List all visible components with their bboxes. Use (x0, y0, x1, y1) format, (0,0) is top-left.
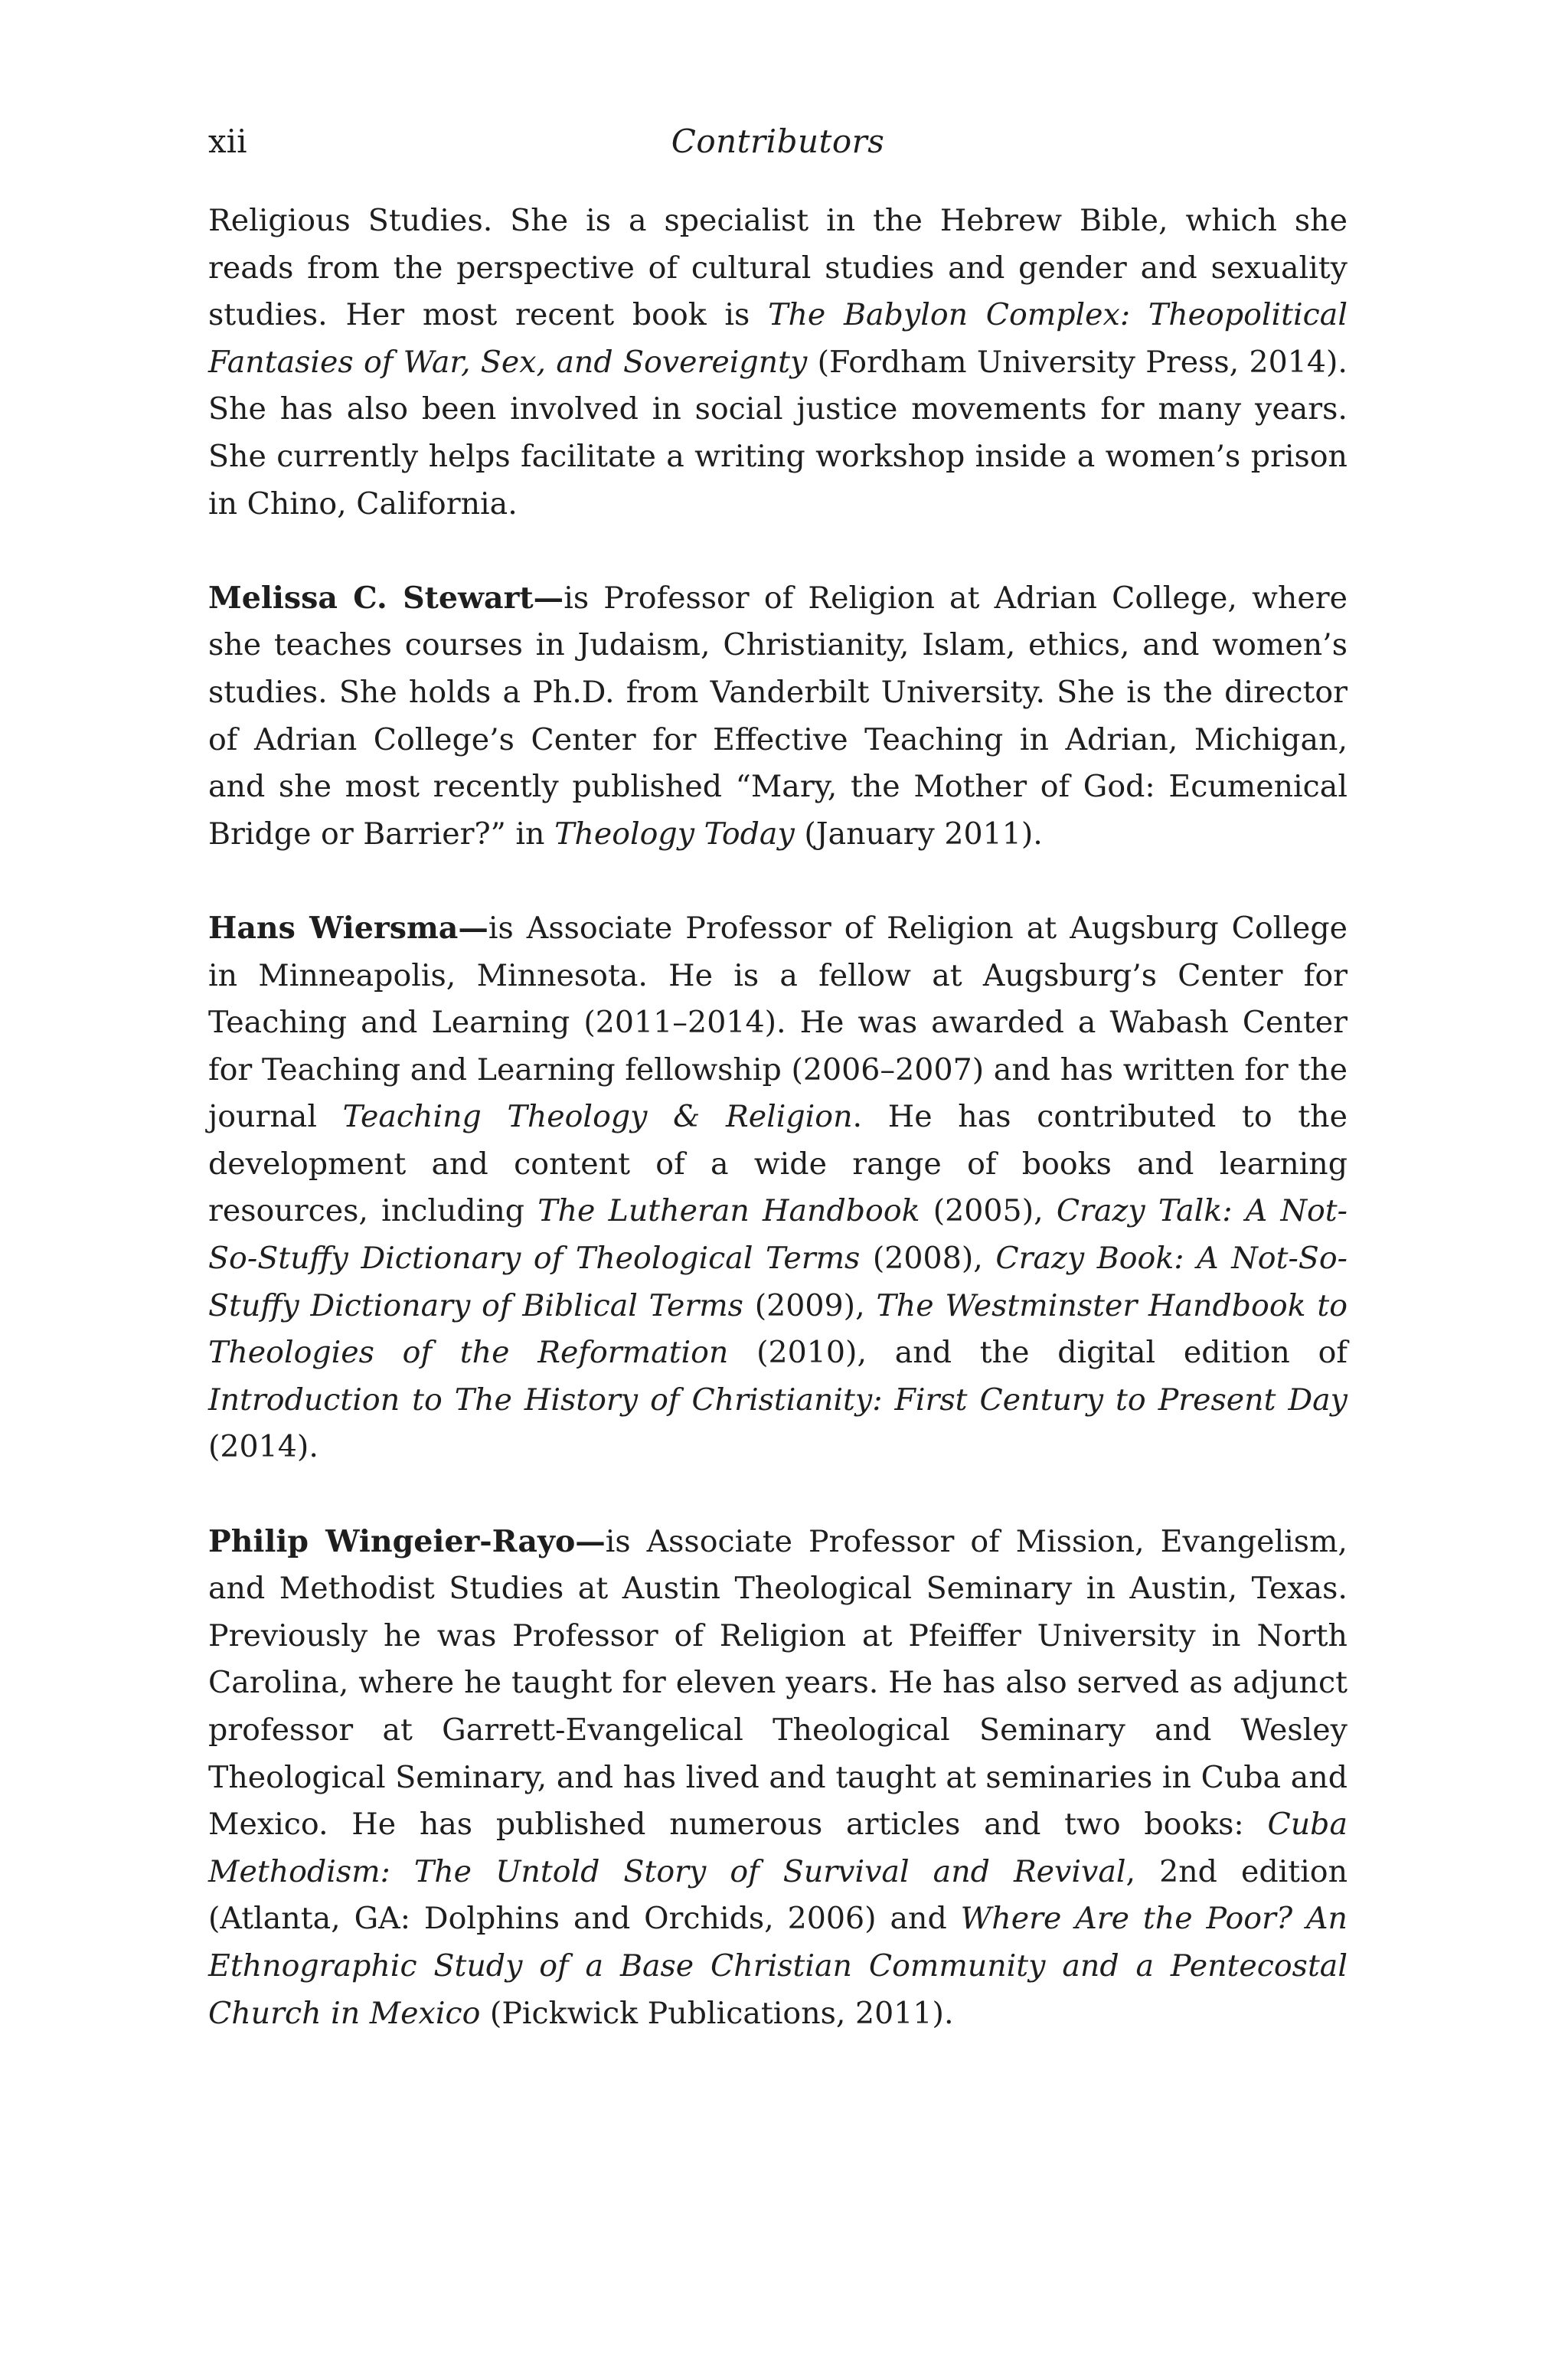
italic-title-text: The Westminster Handbook to Theologies of the Reformation (208, 1287, 1348, 1371)
book-page (208, 0, 1348, 2368)
page-number: xii (208, 123, 247, 160)
contributors-list (208, 198, 1348, 2085)
bio-text: is Associate Professor of Religion at Augsburg College in Minneapolis, Minnesota. He is a fellow at Augsburg’s Center for Teaching and Learning (2011–2014). He was awarded a Wabash Center for Teaching and Learning fellowship (2006–2007) and has written for the journal (208, 910, 1348, 1135)
contributor-bio (208, 1524, 1348, 2031)
bio-text: (Pickwick Publications, 2011). (480, 1995, 954, 2031)
bio-text: is Professor of Religion at Adrian College, where she teaches courses in Judaism, Christianity, Islam, ethics, and women’s studies. She holds a Ph.D. from Vanderbilt University. She is the director of Adrian College’s Center for Effective Teaching in Adrian, Michigan, and she most recently published “Mary, the Mother of God: Ecumenical Bridge or Barrier?” in (208, 580, 1348, 852)
bio-text: is Associate Professor of Mission, Evangelism, and Methodist Studies at Austin Theological Seminary in Austin, Texas. Previously he was Professor of Religion at Pfeiffer University in North Carolina, where he taught for eleven years. He has also served as adjunct professor at Garrett-Evangelical Theological Seminary and Wesley Theological Seminary, and has lived and taught at seminaries in Cuba and Mexico. He has published numerous articles and two books: (208, 1523, 1348, 1843)
contributor-entry-continued (208, 198, 1348, 528)
italic-title-text: Introduction to The History of Christianity: First Century to Present Day (208, 1382, 1348, 1418)
italic-title-text: Cuba Methodism: The Untold Story of Survival and Revival (208, 1807, 1348, 1889)
italic-title-text: The Lutheran Handbook (537, 1193, 920, 1229)
contributor-bio (208, 581, 1348, 852)
italic-title-text: The Babylon Complex: Theopolitical Fantasies of War, Sex, and Sovereignty (208, 297, 1348, 380)
italic-title-text: Where Are the Poor? An Ethnographic Study of a Base Christian Community and a Pentecostal Church in Mexico (208, 1901, 1348, 2031)
contributor-bio (208, 203, 1348, 522)
bio-text: . He has contributed to the development and content of a wide range of books and learning resources, including (208, 1099, 1348, 1229)
contributor-entry-stewart (208, 575, 1348, 859)
bio-text: (2005), (920, 1193, 1057, 1229)
contributor-entry-wingeier-rayo (208, 1519, 1348, 2038)
bio-text: (2008), (860, 1241, 996, 1277)
bio-text: (2009), (743, 1287, 877, 1323)
contributor-bio (208, 911, 1348, 1465)
contributor-name: Hans Wiersma— (208, 910, 488, 946)
bio-text: (2010), and the digital edition of (728, 1335, 1348, 1371)
contributor-name: Philip Wingeier-Rayo— (208, 1523, 606, 1559)
italic-title-text: Crazy Talk: A Not-So-Stuffy Dictionary of Theological Terms (208, 1193, 1348, 1277)
bio-text: (January 2011). (794, 816, 1043, 852)
running-title: Contributors (671, 123, 885, 160)
italic-title-text: Teaching Theology & Religion (342, 1099, 853, 1135)
contributor-name: Melissa C. Stewart— (208, 580, 564, 616)
contributor-entry-wiersma (208, 905, 1348, 1471)
bio-text: (2014). (208, 1429, 318, 1465)
running-head (208, 115, 1348, 168)
italic-title-text: Theology Today (554, 816, 795, 852)
bio-text: Religious Studies. She is a specialist in the Hebrew Bible, which she reads from the perspective of cultural studies and gender and sexuality studies. Her most recent book is (208, 203, 1348, 333)
bio-text: (Fordham University Press, 2014). She has also been involved in social justice movements for many years. She currently helps facilitate a writing workshop inside a women’s prison in Chino, California. (208, 344, 1348, 522)
italic-title-text: Crazy Book: A Not-So-Stuffy Dictionary of Biblical Terms (208, 1241, 1348, 1323)
bio-text: , 2nd edition (Atlanta, GA: Dolphins and Orchids, 2006) and (208, 1853, 1348, 1937)
